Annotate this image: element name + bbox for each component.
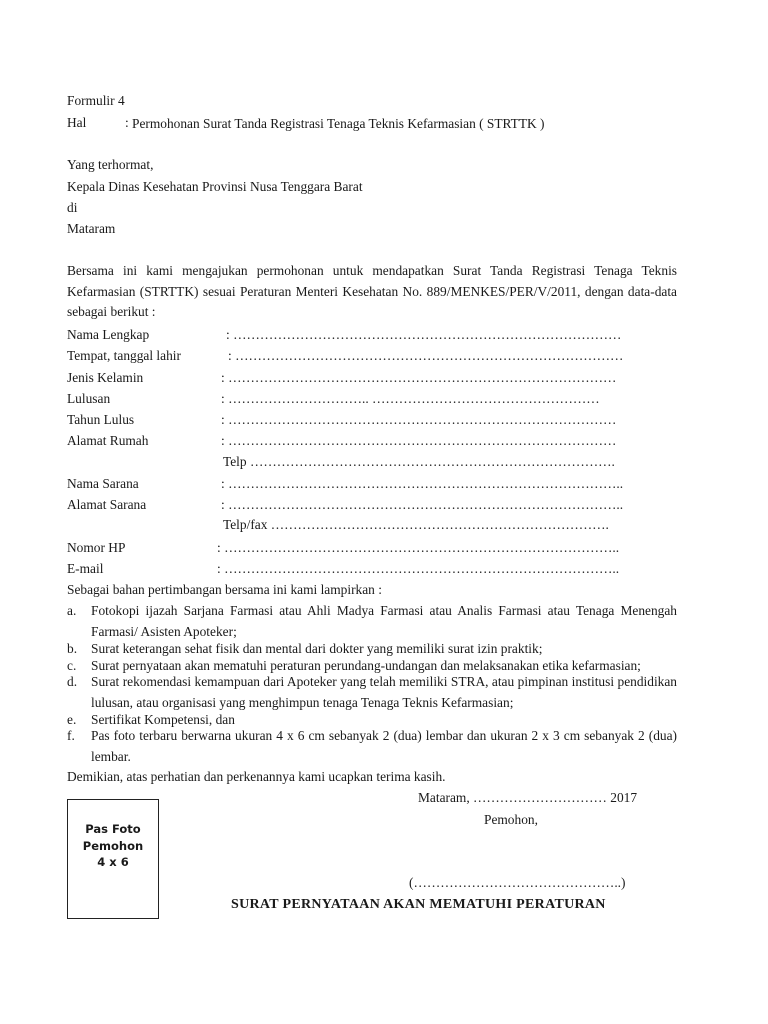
next-section-heading: SURAT PERNYATAAN AKAN MEMATUHI PERATURAN [231, 897, 606, 912]
subject-label: Hal [67, 115, 87, 130]
field-label: Jenis Kelamin [67, 370, 144, 385]
field-fill: : …………………………………………………………………………….. [217, 540, 620, 555]
recipient: Kepala Dinas Kesehatan Provinsi Nusa Tenggara Barat [67, 179, 363, 194]
signature-line: (………………………………………..) [409, 875, 626, 890]
field-label: Nama Sarana [67, 476, 139, 491]
intro-paragraph: Bersama ini kami mengajukan permohonan untuk mendapatkan Surat Tanda Registrasi Tenaga Teknis Kefarmasian (STRTTK) sesuai Peraturan Menteri Kesehatan No. 889/MENKES/PER/V/2011, dengan data-data sebagai berikut : [67, 263, 677, 319]
list-item [67, 725, 677, 767]
field-fill: : …………………………………………………………………………… [221, 433, 617, 448]
field-fill: : …………………………………………………………………………….. [221, 476, 624, 491]
list-marker: a. [67, 603, 77, 618]
list-marker: c. [67, 658, 77, 673]
form-number: Formulir 4 [67, 93, 125, 108]
photo-box-line: 4 x 6 [97, 855, 129, 869]
subject-text: Permohonan Surat Tanda Registrasi Tenaga Teknis Kefarmasian ( STRTTK ) [132, 116, 545, 131]
photo-box [67, 799, 159, 919]
list-text: Pas foto terbaru berwarna ukuran 4 x 6 cm sebanyak 2 (dua) lembar dan ukuran 2 x 3 cm sebanyak 2 (dua) lembar. [91, 728, 677, 764]
field-fill: : …………………………………………………………………………….. [217, 561, 620, 576]
field-fill: : …………………………………………………………………………….. [221, 497, 624, 512]
field-label: E-mail [67, 561, 104, 576]
list-marker: e. [67, 712, 77, 727]
attachments-intro: Sebagai bahan pertimbangan bersama ini kami lampirkan : [67, 582, 382, 597]
list-item [67, 600, 677, 642]
addressee-di: di [67, 200, 78, 215]
photo-box-line: Pas Foto [85, 822, 141, 836]
greeting: Yang terhormat, [67, 157, 154, 172]
field-label: Alamat Rumah [67, 433, 149, 448]
field-label: Alamat Sarana [67, 497, 147, 512]
field-label: Nomor HP [67, 540, 126, 555]
field-label: Tahun Lulus [67, 412, 135, 427]
telp-line: Telp ………………………………………………………………………. [223, 454, 615, 469]
list-text: Surat pernyataan akan mematuhi peraturan perundang-undangan dan melaksanakan etika kefarmasian; [91, 658, 641, 673]
closing-sentence: Demikian, atas perhatian dan perkenannya kami ucapkan terima kasih. [67, 769, 446, 784]
field-label: Lulusan [67, 391, 111, 406]
photo-box-line: Pemohon [82, 838, 144, 853]
field-fill: : …………………………………………………………………………… [228, 348, 624, 363]
list-marker: b. [67, 641, 78, 656]
list-text: Fotokopi ijazah Sarjana Farmasi atau Ahli Madya Farmasi atau Analis Farmasi atau Tenaga Menengah Farmasi/ Asisten Apoteker; [91, 603, 677, 639]
telpfax-line: Telp/fax …………………………………………………………………. [223, 517, 609, 532]
applicant-label: Pemohon, [484, 812, 538, 827]
field-fill: : ………………………….. …………………………………………… [221, 391, 600, 406]
subject-colon: : [125, 115, 129, 130]
field-label: Nama Lengkap [67, 327, 150, 342]
list-marker: f. [67, 728, 75, 743]
list-text: Surat keterangan sehat fisik dan mental dari dokter yang memiliki surat izin praktik; [91, 641, 543, 656]
list-text: Surat rekomendasi kemampuan dari Apoteker yang telah memiliki STRA, atau pimpinan institusi pendidikan lulusan, atau organisasi yang menghimpun tenaga Tenaga Teknis Kefarmasian; [91, 674, 677, 710]
field-label: Tempat, tanggal lahir [67, 348, 181, 363]
field-fill: : …………………………………………………………………………… [221, 370, 617, 385]
list-item [67, 671, 677, 713]
list-text: Sertifikat Kompetensi, dan [91, 712, 235, 727]
field-fill: : …………………………………………………………………………… [226, 327, 622, 342]
list-marker: d. [67, 674, 78, 689]
field-fill: : …………………………………………………………………………… [221, 412, 617, 427]
addressee-city: Mataram [67, 221, 116, 236]
place-date: Mataram, ………………………… 2017 [418, 790, 638, 805]
